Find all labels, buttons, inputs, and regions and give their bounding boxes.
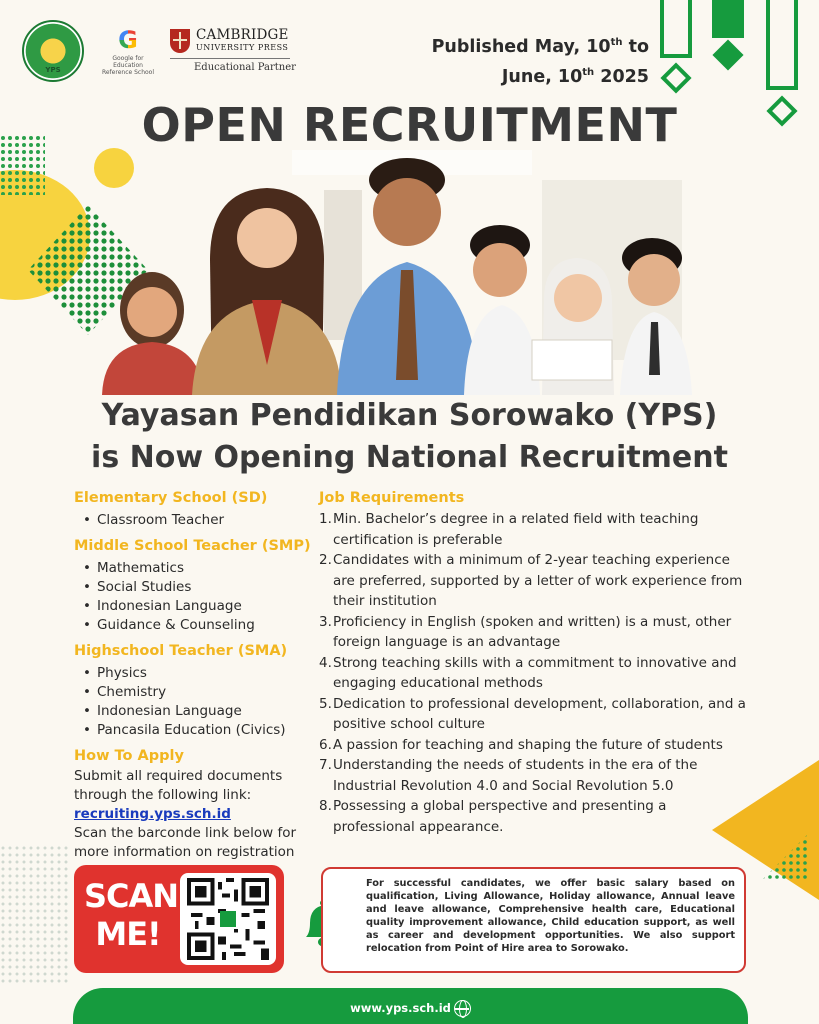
cambridge-partner-label: Educational Partner — [194, 62, 296, 73]
apply-text: Submit all required documents through the following link: — [74, 768, 283, 803]
ribbon-solid — [712, 0, 744, 38]
section-heading: Elementary School (SD) — [74, 490, 268, 506]
google-g-icon: G — [98, 28, 158, 52]
list-item: 8. Possessing a global perspective and presenting a professional appearance. — [319, 798, 667, 835]
how-to-apply — [74, 746, 314, 862]
google-for-education-logo — [98, 28, 158, 76]
list-item: 4. Strong teaching skills with a commitment to innovative and engaging educational methods — [319, 654, 737, 691]
list-item: 2. Candidates with a minimum of 2-year teaching experience are preferred, supported by a letter of work experience from their institution — [319, 552, 743, 609]
diamond-solid — [712, 39, 743, 70]
page-title: OPEN RECRUITMENT — [141, 98, 678, 152]
recruiting-link[interactable]: recruiting.yps.sch.id — [74, 806, 231, 822]
position-section-sma — [74, 641, 314, 740]
yps-logo: YPS — [22, 20, 84, 82]
list-item: • Indonesian Language — [80, 597, 314, 616]
benefits-box: For successful candidates, we offer basic salary based on qualification, Living Allowance, Holiday allowance, Annual leave and leave allowance, Comprehensive health care, Educational quality improvement allowance, Child education support, as well as career and development opportunities. We also support relocation from Point of Hire area to Sorowako. — [321, 867, 746, 973]
hero-illustration — [92, 150, 732, 395]
section-heading: Job Requirements — [319, 490, 465, 506]
section-heading: How To Apply — [74, 748, 184, 764]
green-dot-pattern-right — [760, 832, 810, 882]
qr-code[interactable] — [180, 873, 276, 965]
apply-scan-text: Scan the barconde link below for more information on registration — [74, 825, 297, 860]
list-item: 7. Understanding the needs of students in the era of the Industrial Revolution 4.0 and Social Revolution 5.0 — [319, 757, 698, 794]
list-item: • Mathematics — [80, 559, 314, 578]
list-item: 6. A passion for teaching and shaping the future of students — [319, 736, 723, 753]
ribbon-outline-1 — [660, 0, 692, 58]
globe-icon — [454, 1000, 471, 1017]
position-section-sd — [74, 488, 314, 530]
cambridge-shield-icon — [170, 29, 190, 53]
footer-url[interactable]: www.yps.sch.id — [73, 1000, 748, 1017]
list-item: • Physics — [80, 664, 314, 683]
diamond-outline-1 — [660, 62, 691, 93]
list-item: • Social Studies — [80, 578, 314, 597]
list-item: • Guidance & Counseling — [80, 616, 314, 635]
scan-me-label: SCAN ME! — [84, 877, 179, 953]
published-date: Published May, 10th to June, 10th 2025 — [431, 36, 649, 87]
list-item: • Chemistry — [80, 683, 314, 702]
section-heading: Middle School Teacher (SMP) — [74, 538, 311, 554]
green-dot-pattern-bottom-left — [0, 845, 70, 985]
list-item: 3. Proficiency in English (spoken and written) is a must, other foreign language is an advantage — [319, 613, 732, 650]
footer — [73, 988, 748, 1024]
requirements-column — [319, 488, 749, 837]
google-caption: Google for Education Reference School — [101, 55, 155, 76]
scan-me-card[interactable] — [74, 865, 284, 973]
headline-line1: Yayasan Pendidikan Sorowako (YPS) — [101, 398, 718, 433]
position-section-smp — [74, 536, 314, 635]
list-item: • Indonesian Language — [80, 702, 314, 721]
positions-column — [74, 488, 314, 862]
list-item: 1. Min. Bachelor’s degree in a related field with teaching certification is preferable — [319, 511, 699, 548]
section-heading: Highschool Teacher (SMA) — [74, 643, 288, 659]
list-item: 5. Dedication to professional development, collaboration, and a positive school culture — [319, 695, 746, 732]
list-item: • Classroom Teacher — [80, 511, 314, 530]
list-item: • Pancasila Education (Civics) — [80, 721, 314, 740]
ribbon-outline-2 — [766, 0, 798, 90]
headline-line2: is Now Opening National Recruitment — [91, 440, 728, 475]
headline — [0, 395, 819, 479]
